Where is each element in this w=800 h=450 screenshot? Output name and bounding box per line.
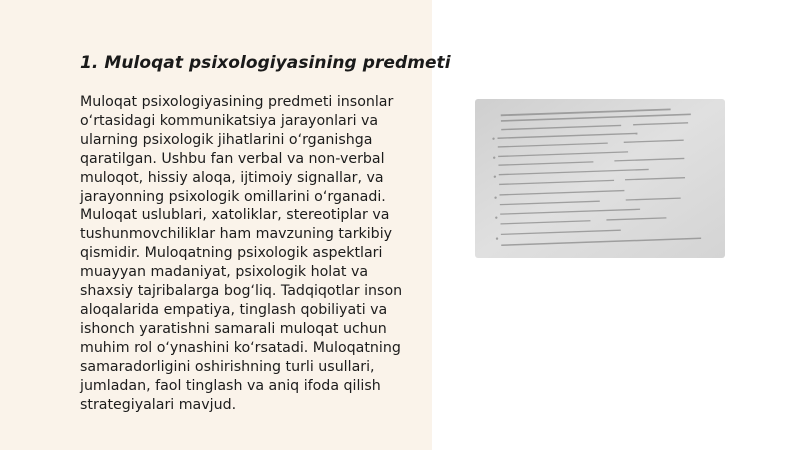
- document-photo: [475, 99, 725, 258]
- slide-paragraph: Muloqat psixologiyasining predmeti insonlar o‘rtasidagi kommunikatsiya jarayonlari va ularning psixologik jihatlarini o‘rganishga qaratilgan. Ushbu fan verbal va non-verbal muloqot, hissiy aloqa, ijtimoiy signallar, va jarayonning psixologik omillarini o‘rganadi. Muloqat uslublari, xatoliklar, stereotiplar va tushunmovchiliklar ham mavzuning tarkibiy qismidir. Muloqatning psixologik aspektlari muayyan madaniyat, psixologik holat va shaxsiy tajribalarga bog‘liq. Tadqiqotlar inson aloqalarida empatiya, tinglash qobiliyati va ishonch yaratishni samarali muloqat uchun muhim rol o‘ynashini ko‘rsatadi. Muloqatning samaradorligini oshirishning turli usullari, jumladan, faol tinglash va aniq ifoda qilish strategiyalari mavjud.: [80, 94, 403, 413]
- document-photo-image: [475, 99, 725, 258]
- slide-title: 1. Muloqat psixologiyasining predmeti: [80, 53, 451, 73]
